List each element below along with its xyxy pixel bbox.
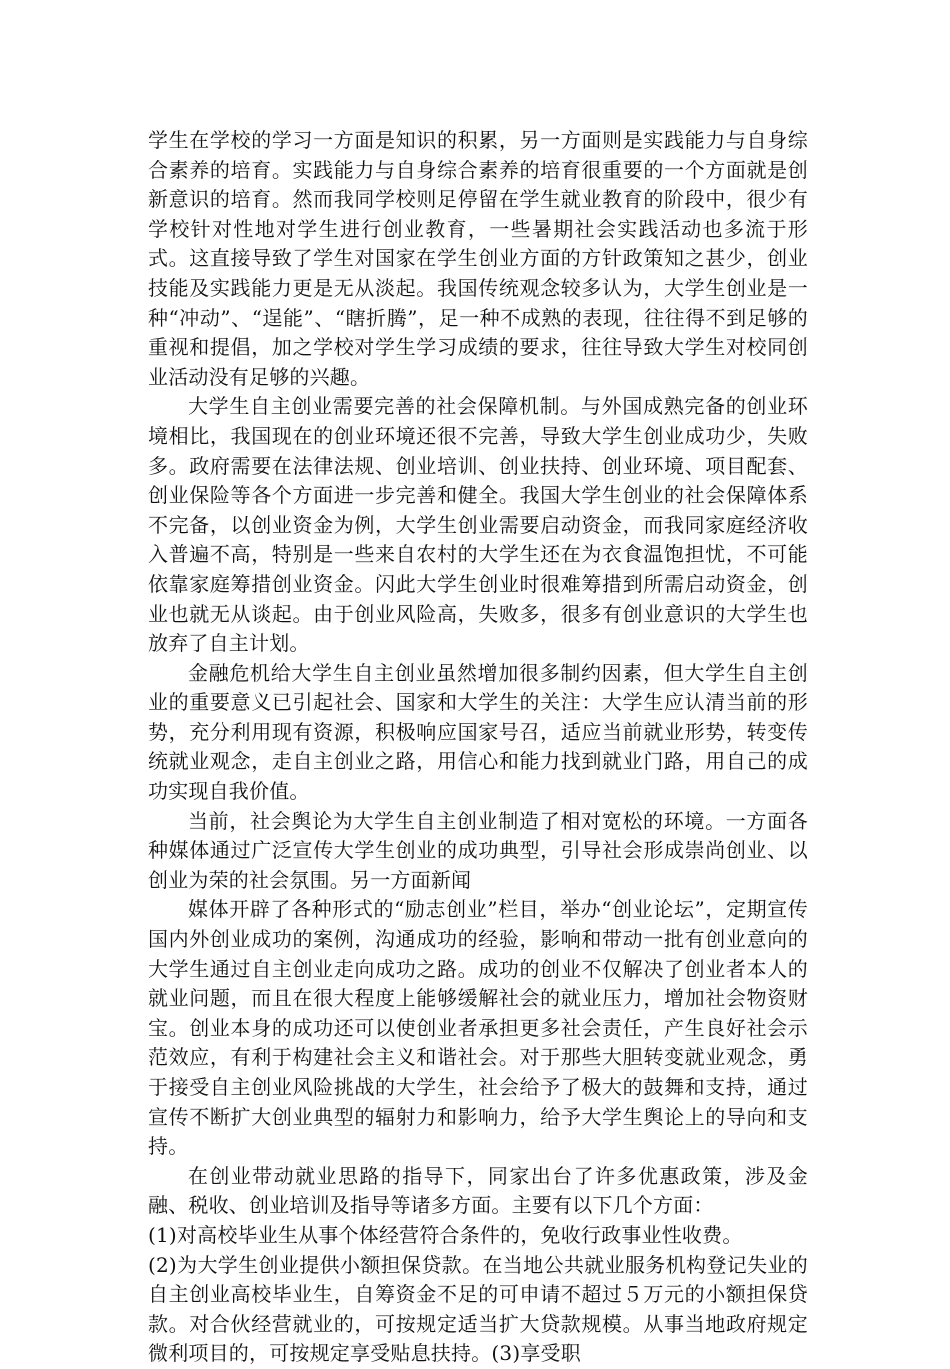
policy-item-2: (2)为大学生创业提供小额担保贷款。在当地公共就业服务机构登记失业的自主创业高校毕业生，自筹资金不足的可申请不超过５万元的小额担保贷款。对合伙经营就业的，可按规定适当扩大贷款规模。从事当地政府规定微利项目的，可按规定享受贴息扶持。(3)享受职 [148, 1252, 808, 1366]
paragraph-5: 媒体开辟了各种形式的“励志创业”栏目，举办“创业论坛”，定期宣传国内外创业成功的案例，沟通成功的经验，影响和带动一批有创业意向的大学生通过自主创业走向成功之路。成功的创业不仅解决了创业者本人的就业问题，而且在很大程度上能够缓解社会的就业压力，增加社会物资财宝。创业本身的成功还可以使创业者承担更多社会责任，产生良好社会示范效应，有利于构建社会主义和谐社会。对于那些大胆转变就业观念，勇于接受自主创业风险挑战的大学生，社会给予了极大的鼓舞和支持，通过宣传不断扩大创业典型的辐射力和影响力，给予大学生舆论上的导向和支持。 [148, 897, 808, 1159]
paragraph-3: 金融危机给大学生自主创业虽然增加很多制约因素，但大学生自主创业的重要意义已引起社会、国家和大学生的关注：大学生应认清当前的形势，充分利用现有资源，积极响应国家号召，适应当前就业形势，转变传统就业观念，走自主创业之路，用信心和能力找到就业门路，用自己的成功实现自我价值。 [148, 660, 808, 804]
body-text [148, 126, 808, 1369]
paragraph-1: 学生在学校的学习一方面是知识的积累，另一方面则是实践能力与自身综合素养的培育。实践能力与自身综合素养的培育很重要的一个方面就是创新意识的培育。然而我同学校则足停留在学生就业教育的阶段中，很少有学校针对性地对学生进行创业教育，一些暑期社会实践活动也多流于形式。这直接导致了学生对国家在学生创业方面的方针政策知之甚少，创业技能及实践能力更是无从淡起。我国传统观念较多认为，大学生创业是一种“冲动”、“逞能”、“瞎折腾”，足一种不成熟的表现，往往得不到足够的重视和提倡，加之学校对学生学习成绩的要求，往往导致大学生对校同创业活动没有足够的兴趣。 [148, 128, 808, 389]
paragraph-4: 当前，社会舆论为大学生自主创业制造了相对宽松的环境。一方面各种媒体通过广泛宣传大学生创业的成功典型，引导社会形成崇尚创业、以创业为荣的社会氛围。另一方面新闻 [148, 808, 808, 892]
paragraph-2: 大学生自主创业需要完善的社会保障机制。与外国成熟完备的创业环境相比，我国现在的创业环境还很不完善，导致大学生创业成功少，失败多。政府需要在法律法规、创业培训、创业扶持、创业环境、项目配套、创业保险等各个方面进一步完善和健全。我国大学生创业的社会保障体系不完备，以创业资金为例，大学生创业需要启动资金，而我同家庭经济收入普遍不高，特别是一些来自农村的大学生还在为衣食温饱担忧，不可能依靠家庭筹措创业资金。闪此大学生创业时很难筹措到所需启动资金，创业也就无从谈起。由于创业风险高，失败多，很多有创业意识的大学生也放弃了自主计划。 [148, 394, 808, 656]
policy-item-1: (1)对高校毕业生从事个体经营符合条件的，免收行政事业性收费。 [148, 1222, 743, 1247]
paragraph-6: 在创业带动就业思路的指导下，同家出台了许多优惠政策，涉及金融、税收、创业培训及指导等诸多方面。主要有以下几个方面： [148, 1163, 808, 1218]
